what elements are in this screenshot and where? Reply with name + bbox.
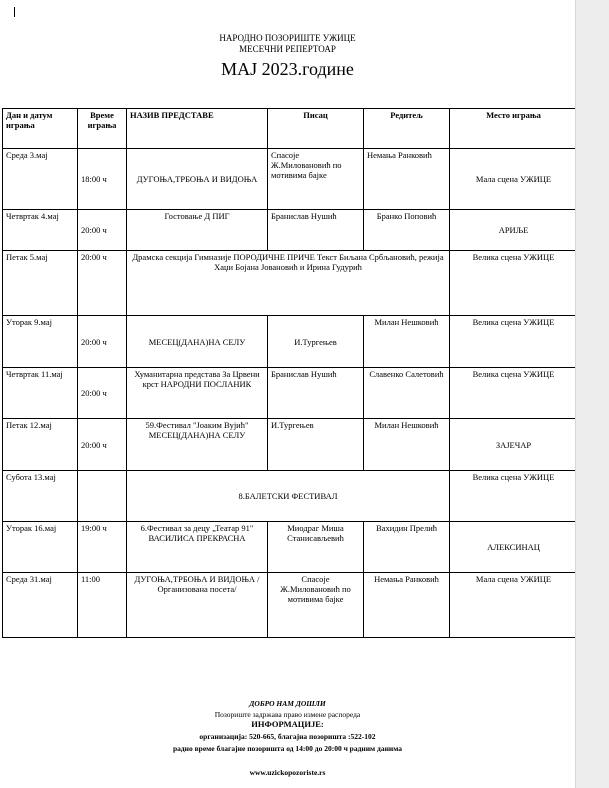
box-office-hours: радно време благајне позоришта од 14:00 до 20:00 ч радним данима bbox=[172, 744, 403, 753]
cell-venue: Мала сцена УЖИЦЕ bbox=[450, 573, 576, 638]
table-row bbox=[3, 522, 576, 573]
cell-author: Бранислав Нушић bbox=[268, 368, 364, 419]
cell-merged-event: Драмска секција Гимназије ПОРОДИЧНЕ ПРИЧЕ Текст Биљана Србљановић, режија Хаџи Бојана Јовановић и Ирина Гудурић bbox=[127, 251, 450, 316]
phone-numbers: организација: 520-665, благајна позоришта :522-102 bbox=[199, 732, 376, 741]
text-cursor bbox=[14, 7, 15, 17]
cell-author: И.Тургењев bbox=[268, 419, 364, 471]
table-row bbox=[3, 210, 576, 251]
cell-author: Миодраг Миша Станисављевић bbox=[268, 522, 364, 573]
cell-director: Вахидин Прелић bbox=[364, 522, 450, 573]
cell-title: Гостовање Д ПИГ bbox=[127, 210, 268, 251]
cell-date: Уторак 9.мај bbox=[3, 316, 78, 368]
theatre-name: НАРОДНО ПОЗОРИШТЕ УЖИЦЕ bbox=[219, 33, 356, 43]
cell-date: Уторак 16.мај bbox=[3, 522, 78, 573]
cell-title: 6.Фестивал за децу „Театар 91" ВАСИЛИСА ПРЕКРАСНА bbox=[127, 522, 268, 573]
cell-venue: Велика сцена УЖИЦЕ bbox=[450, 316, 576, 368]
cell-date: Петак 5.мај bbox=[3, 251, 78, 316]
welcome-text: ДОБРО НАМ ДОШЛИ bbox=[249, 699, 326, 708]
cell-title: МЕСЕЦ(ДАНА)НА СЕЛУ bbox=[127, 316, 268, 368]
cell-title: ДУГОЊА,ТРБОЊА И ВИДОЊА /Организована посета/ bbox=[127, 573, 268, 638]
cell-director: Славенко Салетовић bbox=[364, 368, 450, 419]
page-title: МАЈ 2023.године bbox=[221, 59, 354, 79]
table-row bbox=[3, 251, 576, 316]
vertical-scrollbar[interactable] bbox=[575, 0, 609, 788]
cell-time: 11:00 bbox=[78, 573, 127, 638]
schedule-notice: Позориште задржава право измене распореда bbox=[214, 710, 361, 719]
cell-director: Немања Ранковић bbox=[364, 573, 450, 638]
table-row bbox=[3, 149, 576, 210]
cell-director: Бранко Поповић bbox=[364, 210, 450, 251]
cell-venue: АРИЉЕ bbox=[450, 210, 576, 251]
cell-date: Среда 3.мај bbox=[3, 149, 78, 210]
cell-title: ДУГОЊА,ТРБОЊА И ВИДОЊА bbox=[127, 149, 268, 210]
table-row bbox=[3, 316, 576, 368]
cell-date: Четвртак 11.мај bbox=[3, 368, 78, 419]
col-header-author: Писац bbox=[268, 109, 364, 149]
cell-time: 19:00 ч bbox=[78, 522, 127, 573]
cell-time: 20:00 ч bbox=[78, 419, 127, 471]
website-link[interactable]: www.uzickopozoriste.rs bbox=[249, 768, 326, 777]
cell-venue: Велика сцена УЖИЦЕ bbox=[450, 368, 576, 419]
cell-merged-event: 8.БАЛЕТСКИ ФЕСТИВАЛ bbox=[127, 471, 450, 522]
col-header-date: Дан и датум играња bbox=[3, 109, 78, 149]
cell-time: 20:00 ч bbox=[78, 368, 127, 419]
cell-time: 18:00 ч bbox=[78, 149, 127, 210]
cell-time bbox=[78, 471, 127, 522]
col-header-title: НАЗИВ ПРЕДСТАВЕ bbox=[127, 109, 268, 149]
col-header-director: Редитељ bbox=[364, 109, 450, 149]
cell-director: Милан Нешковић bbox=[364, 316, 450, 368]
cell-venue: Мала сцена УЖИЦЕ bbox=[450, 149, 576, 210]
repertoire-table bbox=[2, 108, 575, 638]
cell-author: Бранислав Нушић bbox=[268, 210, 364, 251]
cell-title: Хуманитарна представа За Црвени крст НАРОДНИ ПОСЛАНИК bbox=[127, 368, 268, 419]
cell-author: Спасоје Ж.Миловановић по мотивима бајке bbox=[268, 573, 364, 638]
table-row bbox=[3, 471, 576, 522]
cell-time: 20:00 ч bbox=[78, 251, 127, 316]
info-heading: ИНФОРМАЦИЈЕ: bbox=[251, 719, 324, 729]
cell-time: 20:00 ч bbox=[78, 316, 127, 368]
cell-venue: Велика сцена УЖИЦЕ bbox=[450, 251, 576, 316]
col-header-time: Време играња bbox=[78, 109, 127, 149]
cell-director: Милан Нешковић bbox=[364, 419, 450, 471]
cell-date: Среда 31.мај bbox=[3, 573, 78, 638]
table-row bbox=[3, 573, 576, 638]
cell-venue: АЛЕКСИНАЦ bbox=[450, 522, 576, 573]
cell-author: Спасоје Ж.Миловановић по мотивима бајке bbox=[268, 149, 364, 210]
col-header-venue: Место играња bbox=[450, 109, 576, 149]
cell-venue: ЗАЈЕЧАР bbox=[450, 419, 576, 471]
table-row bbox=[3, 368, 576, 419]
cell-director: Немања Ранковић bbox=[364, 149, 450, 210]
cell-date: Четвртак 4.мај bbox=[3, 210, 78, 251]
table-row bbox=[3, 419, 576, 471]
cell-date: Субота 13.мај bbox=[3, 471, 78, 522]
cell-author: И.Тургењев bbox=[268, 316, 364, 368]
cell-date: Петак 12.мај bbox=[3, 419, 78, 471]
cell-title: 59.Фестивал "Јоаким Вујић" МЕСЕЦ(ДАНА)НА СЕЛУ bbox=[127, 419, 268, 471]
cell-time: 20:00 ч bbox=[78, 210, 127, 251]
table-header-row bbox=[3, 109, 576, 149]
subtitle: МЕСЕЧНИ РЕПЕРТОАР bbox=[239, 44, 336, 54]
cell-venue: Велика сцена УЖИЦЕ bbox=[450, 471, 576, 522]
